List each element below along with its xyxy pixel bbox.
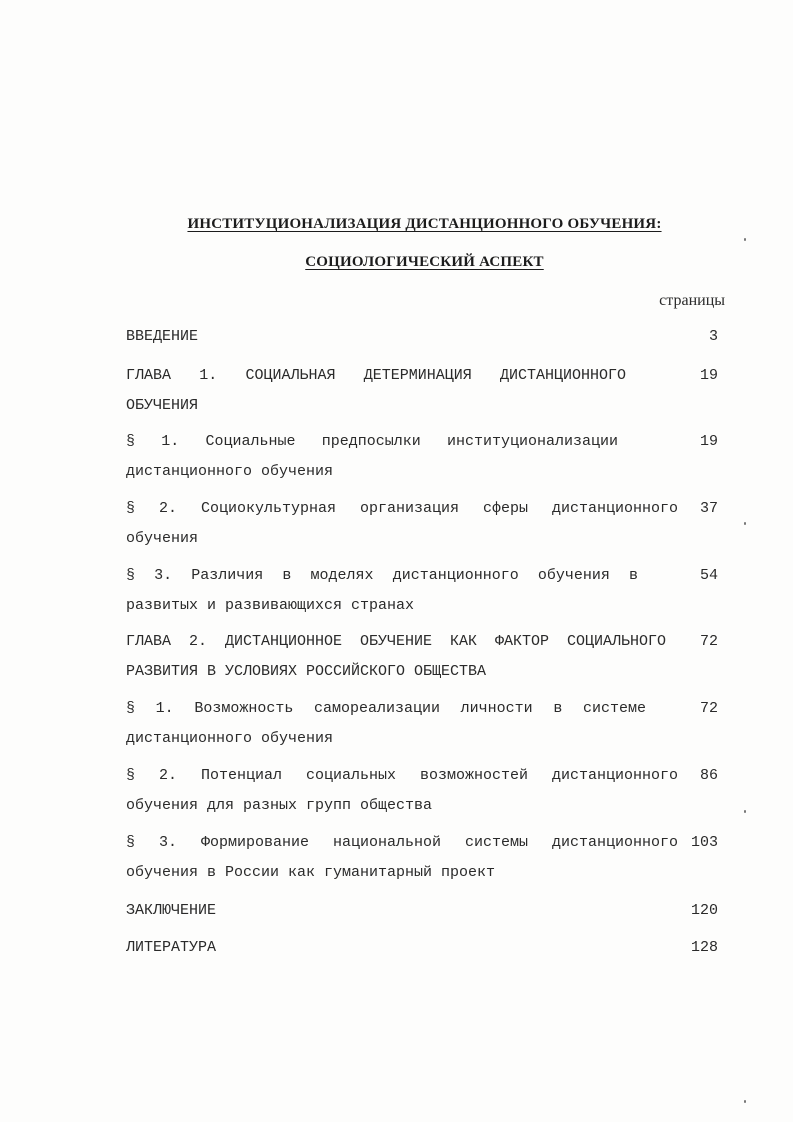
document-title-line-2: СОЦИОЛОГИЧЕСКИЙ АСПЕКТ: [305, 254, 544, 270]
document-title-line-1: ИНСТИТУЦИОНАЛИЗАЦИЯ ДИСТАНЦИОННОГО ОБУЧЕНИЯ:: [187, 216, 662, 232]
toc-entry-text: ВВЕДЕНИЕ: [126, 328, 199, 345]
toc-entry-text: § 3. Различия в моделях дистанционного обучения в развитых и развивающихся странах: [126, 567, 638, 614]
toc-entry-page: 37: [699, 500, 718, 517]
scan-speck: [744, 1100, 746, 1103]
toc-entry-text: § 2. Потенциал социальных возможностей дистанционного обучения для разных групп общества: [126, 767, 678, 814]
toc-entry-page: 19: [699, 367, 718, 384]
toc-entry-text: § 2. Социокультурная организация сферы дистанционного обучения: [126, 500, 678, 547]
toc-entry-text: § 3. Формирование национальной системы дистанционного обучения в России как гуманитарный проект: [126, 834, 678, 881]
pages-column-header: страницы: [659, 292, 725, 309]
toc-entry-text: ГЛАВА 2. ДИСТАНЦИОННОЕ ОБУЧЕНИЕ КАК ФАКТОР СОЦИАЛЬНОГО РАЗВИТИЯ В УСЛОВИЯХ РОССИЙСКОГО ОБЩЕСТВА: [126, 633, 666, 680]
toc-entry-text: ЗАКЛЮЧЕНИЕ: [126, 902, 217, 919]
toc-entry-page: 54: [699, 567, 718, 584]
toc-entry-page: 128: [690, 939, 718, 956]
scan-speck: [744, 522, 746, 525]
toc-entry-page: 86: [699, 767, 718, 784]
toc-entry-page: 120: [690, 902, 718, 919]
toc-entry-page: 72: [699, 633, 718, 650]
toc-entry-page: 72: [699, 700, 718, 717]
toc-entry-text: ЛИТЕРАТУРА: [126, 939, 217, 956]
toc-entry-page: 19: [699, 433, 718, 450]
scan-speck: [744, 810, 746, 813]
toc-entry-page: 103: [690, 834, 718, 851]
scan-speck: [744, 238, 746, 241]
toc-entry-text: § 1. Возможность самореализации личности в системе дистанционного обучения: [126, 700, 646, 747]
toc-entry-page: 3: [708, 328, 718, 345]
toc-entry-text: ГЛАВА 1. СОЦИАЛЬНАЯ ДЕТЕРМИНАЦИЯ ДИСТАНЦИОННОГО ОБУЧЕНИЯ: [126, 367, 626, 414]
toc-entry-text: § 1. Социальные предпосылки институционализации дистанционного обучения: [126, 433, 618, 480]
